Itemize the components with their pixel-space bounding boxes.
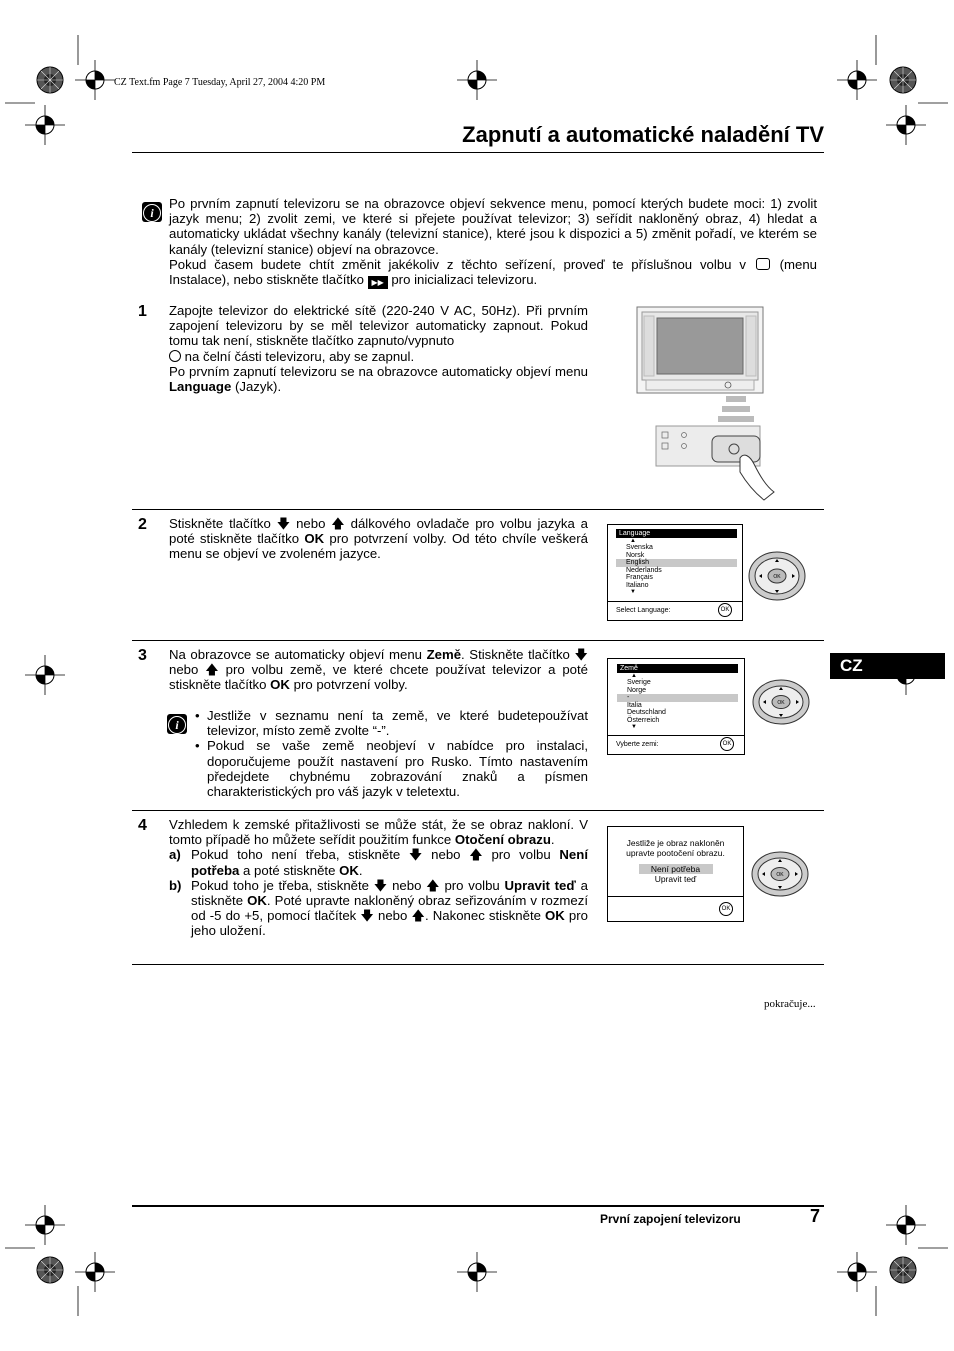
country-menu-item[interactable]: - [617, 694, 738, 702]
language-menu-item[interactable]: English [616, 559, 737, 567]
language-menu-item[interactable]: Norsk [626, 551, 645, 559]
remote-navpad-icon [752, 678, 810, 726]
page-number: 7 [810, 1206, 821, 1226]
arrow-down-icon: 🡇 [276, 516, 291, 531]
ok-icon: OK [718, 603, 732, 617]
info-icon: i [167, 714, 187, 734]
arrow-down-icon: 🡇 [373, 877, 388, 893]
file-info: CZ Text.fm Page 7 Tuesday, April 27, 2004 4:20 PM [114, 77, 326, 88]
country-menu-item[interactable]: Norge [627, 686, 647, 694]
rotation-option-adjust: Upravit teď [654, 874, 697, 884]
arrow-up-icon: 🡅 [426, 877, 440, 893]
step-1-number: 1 [138, 303, 147, 320]
power-icon [169, 350, 181, 362]
svg-text:OK: OK [777, 700, 785, 706]
language-menu-item[interactable]: Nederlands [626, 566, 662, 574]
arrow-up-icon: 🡅 [205, 662, 219, 678]
step-4-number: 4 [138, 817, 147, 834]
step-4-text: Vzhledem k zemské přitažlivosti se může stát, že se obraz nakloní. V tomto případě ho můžete seřídit použitím funkce Otočení obrazu. a) Pokud toho není třeba, stiskněte 🡇 nebo 🡅 pro volbu Není potřeba a poté stiskněte OK. b) Pokud toho je třeba, stiskněte 🡇 nebo 🡅 pro volbu Upravit teď a stiskněte OK. Poté upravte nakloněný obraz seřizováním v rozmezí od -5 do +5, pomocí tlačítek 🡇 nebo 🡅. Nakonec stiskněte OK pro jeho uložení. [169, 817, 588, 939]
footer-rule [132, 1205, 824, 1207]
remote-navpad-icon [751, 850, 809, 898]
language-menu-item[interactable]: Français [626, 574, 653, 581]
remote-navpad-icon [748, 550, 806, 602]
step-1-text: Zapojte televizor do elektrické sítě (220-240 V AC, 50Hz). Při prvním zapojení televizoru by se měl televizor automaticky zapnout. Pokud tomu tak není, stiskněte tlačítko zapnuto/vypnuto na čelní části televizoru, aby se zapnul. Po prvním zapnutí televizoru se na obrazovce automaticky objeví menu Language (Jazyk). [169, 303, 588, 395]
svg-text:OK: OK [776, 872, 784, 878]
country-menu-item[interactable]: Sverige [627, 679, 651, 686]
language-menu-item[interactable]: Svenska [626, 544, 653, 551]
step-2-text: Stiskněte tlačítko 🡇 nebo 🡅 dálkového ovladače pro volbu jazyka a poté stiskněte tlačítko OK pro potvrzení volby. Od této chvíle veškerá menu se objeví ve zvoleném jazyce. [169, 516, 588, 562]
scroll-up-icon: ▲ [630, 538, 636, 544]
ok-icon: OK [719, 902, 733, 916]
country-menu-item[interactable]: Deutschland [627, 709, 666, 716]
svg-text:OK: OK [773, 574, 781, 580]
language-menu-prompt: Select Language: [608, 601, 742, 620]
step-3-text: Na obrazovce se automaticky objeví menu Země. Stiskněte tlačítko 🡇 nebo 🡅 pro volbu země, ve které chcete používat televizor a poté stiskněte tlačítko OK pro potvrzení volby. [169, 647, 589, 693]
step-3-number: 3 [138, 647, 147, 664]
language-menu [607, 524, 743, 621]
step-3-notes: • Jestliže v seznamu není ta země, ve které budetepoužívat televizor, místo země zvolte “-”. • Pokud se vaše země neobjeví v nabídce pro instalaci, doporučujeme použít nastavení pro Rusko. Tímto nastavením předejdete chybnému zobrazování znaků a písmen charakteristických pro váš jazyk v teletextu. [195, 708, 588, 800]
intro-text: Po prvním zapnutí televizoru se na obrazovce objeví sekvence menu, pomocí kterých budete moci: 1) zvolit jazyk menu; 2) zvolit zemi, ve které si přejete používat televizor; 3) seřídit nakloněný obraz, 4) hledat a automaticky ukládat všechny kanály (televizní stanice), které jsou k dispozici a 5) změnit pořadí, ve kterém se kanály (televizní stanice) objeví na obrazovce. Pokud časem budete chtít změnit jakékoliv z těchto seřízení, proveď te příslušnou volbu v (menu Instalace), nebo stiskněte tlačítko ▶▶ pro inicializaci televizoru. [169, 196, 817, 288]
country-menu-prompt: Vyberte zemi: [608, 735, 744, 754]
tv-illustration [636, 306, 786, 502]
country-menu-item[interactable]: Österreich [627, 716, 660, 724]
step-divider [132, 810, 824, 811]
step-2-number: 2 [138, 516, 147, 533]
continued-note: pokračuje... [764, 998, 816, 1010]
info-icon: i [142, 202, 162, 222]
footer-section: První zapojení televizoru [600, 1212, 741, 1226]
arrow-up-icon: 🡅 [331, 516, 345, 531]
rotation-menu [607, 826, 744, 922]
arrow-down-icon: 🡇 [408, 847, 423, 863]
step-divider [132, 964, 824, 965]
language-menu-title: Language [616, 529, 737, 538]
arrow-down-icon: 🡇 [360, 908, 374, 924]
arrow-up-icon: 🡅 [411, 908, 425, 924]
page-title: Zapnutí a automatické naladění TV [462, 122, 824, 147]
fast-forward-icon: ▶▶ [368, 276, 388, 289]
title-rule [132, 152, 824, 153]
language-tab: CZ [830, 653, 945, 679]
scroll-down-icon: ▼ [631, 724, 637, 730]
country-menu-item[interactable]: Italia [627, 701, 642, 709]
menu-install-icon [756, 258, 770, 270]
arrow-down-icon: 🡇 [574, 647, 589, 662]
scroll-down-icon: ▼ [630, 589, 636, 595]
language-menu-item[interactable]: Italiano [626, 581, 649, 589]
ok-icon: OK [720, 737, 734, 751]
rotation-option-none: Není potřeba [639, 864, 713, 874]
scroll-up-icon: ▲ [631, 673, 637, 679]
arrow-up-icon: 🡅 [469, 847, 483, 863]
step-divider [132, 640, 824, 641]
country-menu [607, 658, 745, 755]
step-divider [132, 509, 824, 510]
rotation-menu-line1: Jestliže je obraz nakloněn [626, 838, 725, 848]
rotation-menu-line2: upravte pootočení obrazu. [626, 848, 725, 858]
country-menu-title: Země [617, 664, 738, 673]
